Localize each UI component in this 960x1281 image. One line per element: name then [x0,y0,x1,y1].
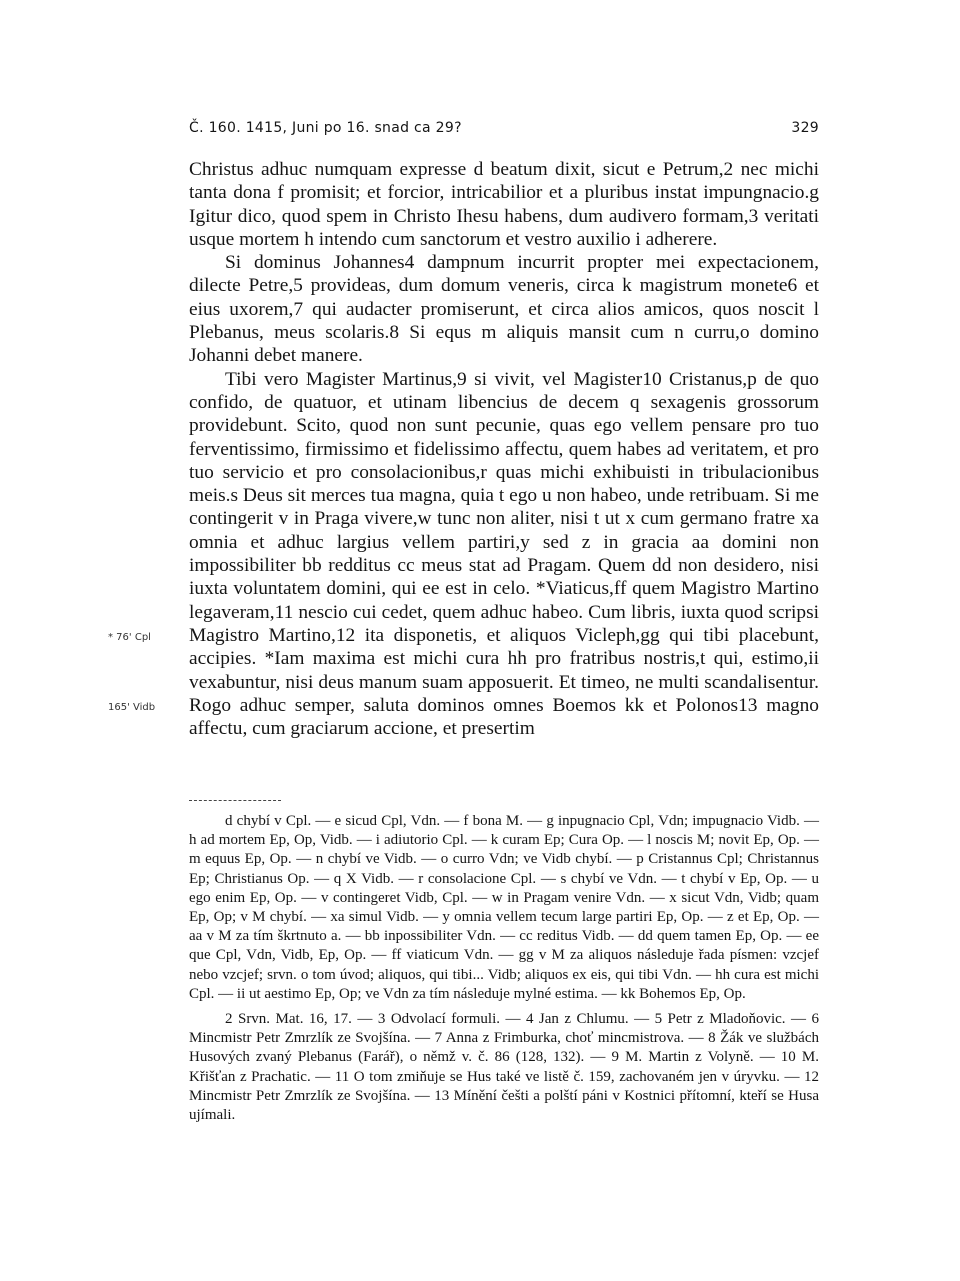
header-citation: Č. 160. 1415, Juni po 16. snad ca 29? [189,120,462,136]
commentary-notes: 2 Srvn. Mat. 16, 17. — 3 Odvolací formuli. — 4 Jan z Chlumu. — 5 Petr z Mladoňovic. — 6 Mincmistr Petr Zmrzlík ze Svojšína. — 7 Anna z Frimburka, choť mincmistrova. — 8 Žák ve službách Husových zvaný Plebanus (Farář), o němž v. č. 86 (128, 132). — 9 M. Martin z Volyně. — 10 M. Křišťan z Prachatic. — 11 O tom zmiňuje se Hus také ve listě č. 159, zachovaném jen v úryvku. — 12 Mincmistr Petr Zmrzlík ze Svojšína. — 13 Mínění češti a polští páni v Kostnici přítomní, kteří se Husa ujímali. [189,1011,819,1124]
footnotes [189,812,819,1125]
page-number: 329 [791,120,819,136]
footnote-divider [189,800,281,801]
letter-text [189,158,819,740]
margin-note: * 76' Cpl [108,632,151,643]
critical-apparatus: d chybí v Cpl. — e sicud Cpl, Vdn. — f bona M. — g inpugnacio Cpl, Vdn; impugnacio Vidb. — h ad mortem Ep, Op, Vidb. — i adiutorio Cpl. — k curam Ep; Cura Op. — l noscis M; novit Ep, Op. — m equus Ep, Op. — n chybí ve Vidb. — o curro Vdn; ve Vidb chybí. — p Cristannus Cpl; Christannus Ep; Christianus Op. — q X Vidb. — r consolacione Cpl. — s chybí ve Vdn. — t chybí v Ep, Op. — u ego enim Ep, Op. — v contingeret Vidb, Cpl. — w in Pragam venire Vdn. — x sicut Vdn, Vidb; quam Ep, Op; v M chybí. — xa simul Vidb. — y omnia vellem tecum large partiri Ep, Op. — z et Ep, Op. — aa v M za tím škrtnuto a. — bb inpossibiliter Vdn. — cc reditus Vidb. — dd quem tamen Ep, Op. — ee que Cpl, Vdn, Vidb, Ep, Op. — ff viaticum Vdn. — gg v M za aliquos následuje řada písmen: vzcjef nebo vzcjef; srvn. o tom úvod; aliquos, qui tibi... Vidb; aliquos ex eis, qui tibi Vdn. — hh cura est michi Cpl. — ii ut aestimo Ep, Op; ve Vdn za tím následuje mylné estima. — kk Bohemos Ep, Op. [189,813,819,1002]
paragraph: Christus adhuc numquam expresse d beatum dixit, sicut e Petrum,2 nec michi tanta dona f promisit; et forcior, intricabilior et a pluribus instat impungnacio.g Igitur dico, quod spem in Christo Ihesu habens, dum audivero formam,3 veritati usque mortem h intendo cum sanctorum et vestro auxilio i adherere. [189,159,819,250]
margin-note: 165' Vidb [108,702,156,713]
paragraph: Si dominus Johannes4 dampnum incurrit propter mei expectacionem, dilecte Petre,5 provideas, dum domum veneris, circa k magistrum monete6 et eius uxorem,7 qui audacter promiserunt, et circa alios amicos, quos noscit l Plebanus, meus scolaris.8 Si equs m aliquis mansit cum n curru,o domino Johanni debet manere. [189,252,819,367]
paragraph: Tibi vero Magister Martinus,9 si vivit, vel Magister10 Cristanus,p de quo confido, de quatuor, et utinam libencius de decem q sexagenis grossorum providebunt. Scito, quod non sunt pecunie, quas ego vellem pensare pro tuo ferventissimo, firmissimo et fidelissimo affectu, quem habes ad veritatem, et pro tuo servicio et pro consolacionibus,r quas michi exhibuisti in tribulacionibus meis.s Deus sit merces tua magna, quia t ego u non habeo, unde retribuam. Si me contingerit v in Praga vivere,w tunc non aliter, nisi t ut x cum germano fratre xa omnia et adhuc largius vellem partiri,y sed z in gracia aa domini non impossibiliter bb redditus cc meus stat ad Pragam. Quem dd non desidero, nisi iuxta voluntatem domini, qui ee est in celo. *Viaticus,ff quem Magistro Martino legaveram,11 nescio cui cedet, quem adhuc habeo. Cum libris, iuxta quod scripsi Magistro Martino,12 ita disponetis, et aliquos Vicleph,gg qui tibi placebunt, accipies. *Iam maxima est michi cura hh pro fratribus nostris,t qui, estimo,ii vexabuntur, nisi deus manum suam apposuerit. Et timeo, ne multi scandalisentur. Rogo adhuc semper, saluta dominos omnes Boemos kk et Polonos13 magno affectu, cum graciarum accione, et presertim [189,368,819,740]
